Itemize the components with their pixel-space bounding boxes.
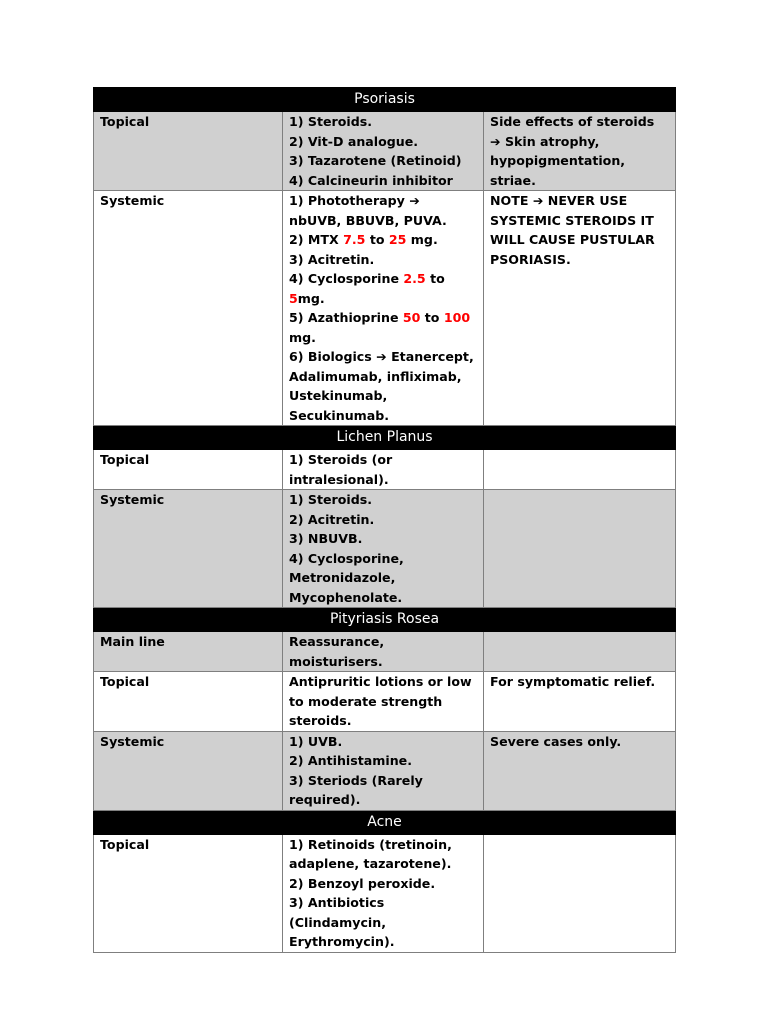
text-run: mg. xyxy=(289,329,316,345)
section-title: Acne xyxy=(94,810,676,834)
note-line xyxy=(490,732,671,752)
text-run: 2) Benzoyl peroxide. xyxy=(289,875,436,891)
treatment-line xyxy=(289,510,479,530)
route-label: Topical xyxy=(94,450,283,490)
notes-cell xyxy=(484,672,676,732)
text-run: 1) Phototherapy xyxy=(289,193,410,208)
table-row xyxy=(94,731,676,810)
section-header-lichen-planus xyxy=(94,426,676,450)
table-body xyxy=(94,88,676,953)
text-run: 3) Steriods (Rarely xyxy=(289,772,423,788)
dose-value: 5 xyxy=(289,290,298,306)
treatment-line xyxy=(289,470,479,490)
text-run: hypopigmentation, xyxy=(490,153,626,168)
text-run: Metronidazole, xyxy=(289,570,396,585)
route-label: Topical xyxy=(94,672,283,732)
treatment-line xyxy=(289,191,479,211)
text-run: to moderate strength xyxy=(289,693,443,709)
treatment-line xyxy=(289,751,479,771)
treatment-table xyxy=(93,87,676,953)
table-row xyxy=(94,191,676,426)
text-run: 4) Calcineurin inhibitor xyxy=(289,172,453,188)
text-run: required). xyxy=(289,792,361,807)
text-run: 3) NBUVB. xyxy=(289,531,363,546)
text-run: 3) Antibiotics xyxy=(289,895,385,910)
treatment-line xyxy=(289,406,479,426)
treatment-line xyxy=(289,588,479,608)
treatment-line xyxy=(289,450,479,470)
treatment-line xyxy=(289,835,479,855)
treatment-line xyxy=(289,529,479,549)
treatment-line xyxy=(289,549,479,569)
text-run: 1) Steroids (or xyxy=(289,452,393,467)
table-row xyxy=(94,672,676,732)
text-run: 2) Acitretin. xyxy=(289,511,375,527)
notes-cell xyxy=(484,834,676,952)
treatment-line xyxy=(289,367,479,387)
treatment-cell xyxy=(283,191,484,426)
treatment-cell xyxy=(283,731,484,810)
text-run: adaplene, tazarotene). xyxy=(289,856,452,871)
route-label: Topical xyxy=(94,112,283,191)
text-run: 1) Retinoids (tretinoin, xyxy=(289,836,452,852)
section-title: Lichen Planus xyxy=(94,426,676,450)
text-run: Side effects of steroids xyxy=(490,114,655,129)
text-run: For symptomatic relief. xyxy=(490,674,656,689)
table-row xyxy=(94,490,676,608)
treatment-line xyxy=(289,269,479,289)
treatment-line xyxy=(289,672,479,692)
notes-cell xyxy=(484,450,676,490)
text-run: NEVER USE xyxy=(543,193,628,208)
route-label: Main line xyxy=(94,632,283,672)
text-run: 4) Cyclosporine xyxy=(289,271,404,286)
notes-cell xyxy=(484,191,676,426)
text-run: 5) Azathioprine xyxy=(289,310,403,325)
text-run: Mycophenolate. xyxy=(289,589,403,605)
text-run: 1) Steroids. xyxy=(289,114,373,129)
table-row xyxy=(94,834,676,952)
treatment-line xyxy=(289,171,479,191)
section-title: Psoriasis xyxy=(94,88,676,112)
text-run: (Clindamycin, xyxy=(289,914,386,930)
treatment-line xyxy=(289,893,479,913)
text-run: nbUVB, BBUVB, PUVA. xyxy=(289,212,447,228)
dose-value: 50 xyxy=(402,310,421,325)
text-run: 3) Acitretin. xyxy=(289,251,375,267)
section-header-pityriasis-rosea xyxy=(94,608,676,632)
text-run: intralesional). xyxy=(289,471,389,487)
text-run: mg. xyxy=(406,232,438,247)
section-header-acne xyxy=(94,810,676,834)
text-run: 2) Vit-D analogue. xyxy=(289,133,419,149)
treatment-line xyxy=(289,854,479,874)
text-run: 1) Steroids. xyxy=(289,492,373,507)
text-run: 6) Biologics xyxy=(289,349,377,364)
text-run: WILL CAUSE PUSTULAR xyxy=(490,232,655,247)
text-run: Reassurance, moisturisers. xyxy=(289,634,385,669)
table-row xyxy=(94,112,676,191)
route-label: Systemic xyxy=(94,731,283,810)
treatment-cell xyxy=(283,834,484,952)
dose-value: 7.5 xyxy=(343,232,366,247)
route-label: Topical xyxy=(94,834,283,952)
treatment-line xyxy=(289,632,479,671)
text-run: SYSTEMIC STEROIDS IT xyxy=(490,212,654,228)
treatment-line xyxy=(289,913,479,933)
treatment-line xyxy=(289,490,479,510)
note-line xyxy=(490,230,671,250)
section-title: Pityriasis Rosea xyxy=(94,608,676,632)
treatment-line xyxy=(289,874,479,894)
text-run: to xyxy=(420,310,444,325)
treatment-line xyxy=(289,711,479,731)
treatment-cell xyxy=(283,112,484,191)
treatment-line xyxy=(289,932,479,952)
treatment-line xyxy=(289,771,479,791)
treatment-line xyxy=(289,151,479,171)
table-row xyxy=(94,632,676,672)
treatment-cell xyxy=(283,450,484,490)
note-line xyxy=(490,250,671,270)
treatment-line xyxy=(289,386,479,406)
treatment-line xyxy=(289,289,479,309)
text-run: 1) UVB. xyxy=(289,733,343,749)
treatment-line xyxy=(289,732,479,752)
treatment-line xyxy=(289,112,479,132)
text-run: 2) Antihistamine. xyxy=(289,753,412,768)
treatment-line xyxy=(289,230,479,250)
route-label: Systemic xyxy=(94,490,283,608)
text-run: Severe cases only. xyxy=(490,733,622,749)
note-line xyxy=(490,171,671,191)
treatment-line xyxy=(289,132,479,152)
text-run: striae. xyxy=(490,172,536,188)
text-run: 3) Tazarotene (Retinoid) xyxy=(289,153,462,168)
note-line xyxy=(490,191,671,211)
arrow-right-icon: ➔ xyxy=(490,133,501,149)
text-run: Secukinumab. xyxy=(289,407,390,423)
treatment-line xyxy=(289,790,479,810)
text-run: Antipruritic lotions or low xyxy=(289,674,472,689)
text-run: Ustekinumab, xyxy=(289,388,388,403)
treatment-line xyxy=(289,347,479,367)
table-row xyxy=(94,450,676,490)
treatment-line xyxy=(289,211,479,231)
treatment-line xyxy=(289,692,479,712)
text-run: PSORIASIS. xyxy=(490,251,571,267)
notes-cell xyxy=(484,112,676,191)
route-label: Systemic xyxy=(94,191,283,426)
treatment-cell xyxy=(283,672,484,732)
note-line xyxy=(490,672,671,692)
notes-cell xyxy=(484,731,676,810)
section-header-psoriasis xyxy=(94,88,676,112)
treatment-cell xyxy=(283,490,484,608)
text-run: mg. xyxy=(297,290,325,306)
note-line xyxy=(490,151,671,171)
treatment-line xyxy=(289,250,479,270)
dose-value: 25 xyxy=(388,232,407,247)
text-run: Erythromycin). xyxy=(289,934,395,949)
text-run: 2) MTX xyxy=(289,232,344,247)
note-line xyxy=(490,112,671,132)
text-run: to xyxy=(365,232,389,247)
text-run: 4) Cyclosporine, xyxy=(289,550,404,566)
arrow-right-icon: ➔ xyxy=(532,193,544,208)
note-line xyxy=(490,132,671,152)
dose-value: 100 xyxy=(443,310,471,325)
text-run: Adalimumab, infliximab, xyxy=(289,368,462,384)
text-run: Skin atrophy, xyxy=(500,133,600,149)
arrow-right-icon: ➔ xyxy=(409,193,420,208)
text-run: to xyxy=(425,271,445,286)
treatment-line xyxy=(289,328,479,348)
dose-value: 2.5 xyxy=(403,271,426,286)
arrow-right-icon: ➔ xyxy=(376,349,387,364)
note-line xyxy=(490,211,671,231)
treatment-line xyxy=(289,308,479,328)
text-run: NOTE xyxy=(490,193,533,208)
notes-cell xyxy=(484,632,676,672)
text-run: Etanercept, xyxy=(386,349,474,364)
treatment-cell xyxy=(283,632,484,672)
notes-cell xyxy=(484,490,676,608)
treatment-line xyxy=(289,568,479,588)
text-run: steroids. xyxy=(289,713,352,728)
